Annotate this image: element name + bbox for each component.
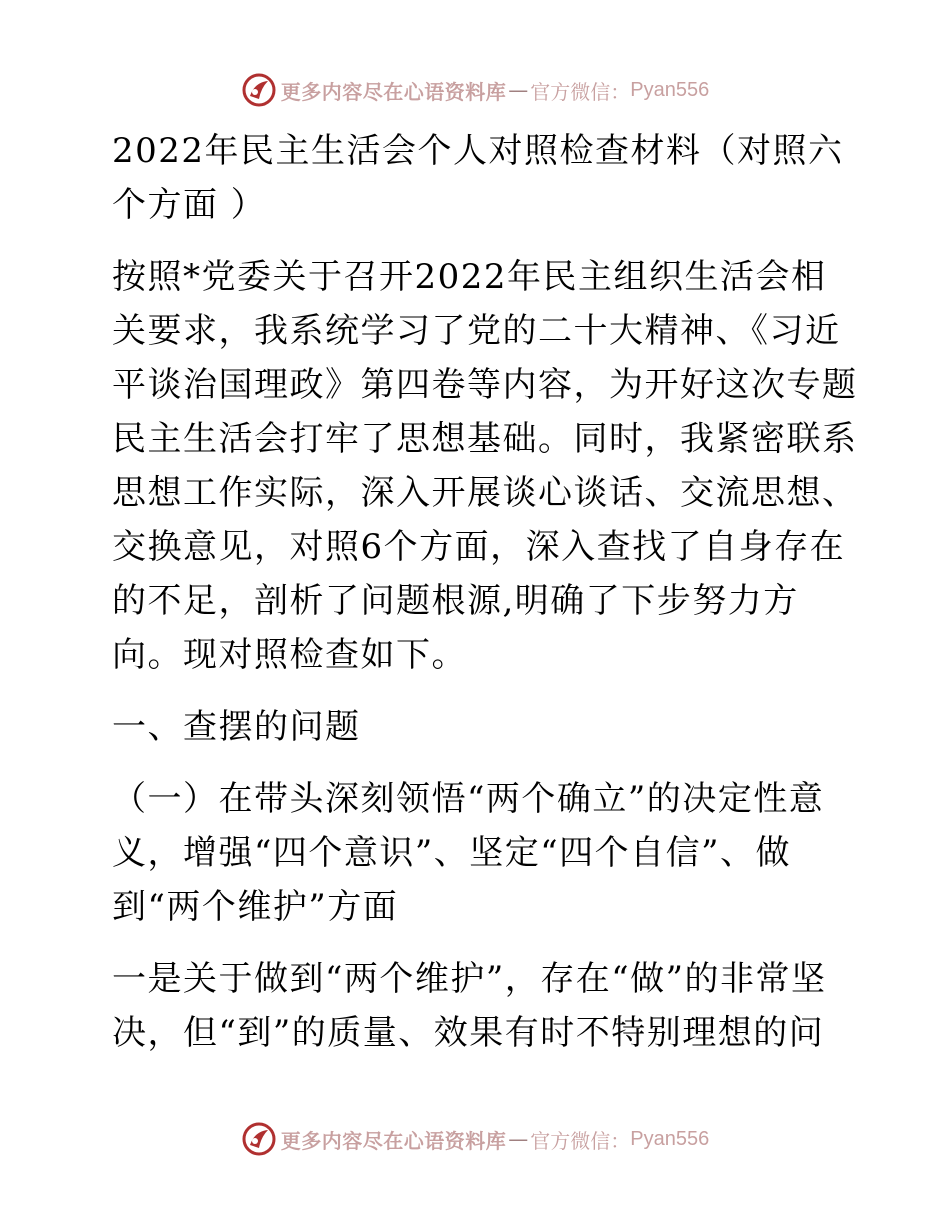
- watermark-wechat-id: Pyan556: [630, 78, 710, 101]
- section-heading: 一、查摆的问题: [112, 707, 361, 747]
- point-one-paragraph: 一是关于做到“两个维护”，存在“做”的非常坚决，但“到”的质量、效果有时不特别理想的问: [112, 959, 827, 1053]
- watermark-separator: —: [508, 1127, 529, 1151]
- document-body: [98, 124, 858, 1078]
- watermark-brand: 更多内容尽在心语资料库: [280, 1128, 507, 1153]
- watermark-banner-bottom: [0, 1117, 950, 1161]
- watermark-official-label: 官方微信：: [530, 79, 631, 104]
- brand-logo-icon: [241, 1121, 277, 1157]
- document-title: 2022年民主生活会个人对照检查材料（对照六个方面 ）: [112, 131, 844, 225]
- watermark-official-label: 官方微信：: [530, 1128, 631, 1153]
- watermark-separator: —: [508, 78, 529, 102]
- watermark-wechat-id: Pyan556: [630, 1127, 710, 1150]
- watermark-banner-top: [0, 68, 950, 112]
- brand-logo-icon: [241, 72, 277, 108]
- intro-paragraph: 按照*党委关于召开2022年民主组织生活会相关要求，我系统学习了党的二十大精神、《习近平谈治国理政》第四卷等内容，为开好这次专题民主生活会打牢了思想基础。同时，我紧密联系思想工作实际，深入开展谈心谈话、交流思想、交换意见，对照6个方面，深入查找了自身存在的不足，剖析了问题根源,明确了下步努力方向。现对照检查如下。: [112, 257, 858, 675]
- watermark-brand: 更多内容尽在心语资料库: [280, 79, 507, 104]
- subsection-heading: （一）在带头深刻领悟“两个确立”的决定性意义，增强“四个意识”、坚定“四个自信”、做到“两个维护”方面: [112, 779, 825, 927]
